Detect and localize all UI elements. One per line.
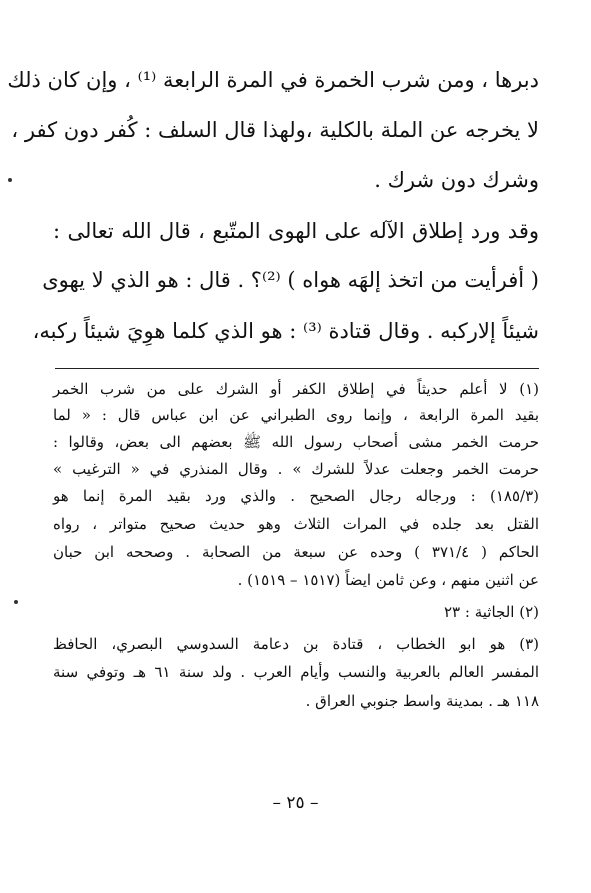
body-line: ( أفرأيت من اتخذ إلهَه هواه ) ⁽²⁾؟ . قال : هو الذي لا يهوى — [42, 268, 539, 292]
footnote-line: (١) لا أعلم حديثاً في إطلاق الكفر أو الشرك على من شرب الخمر — [53, 380, 539, 398]
body-line: وقد ورد إطلاق الآله على الهوى المتّبع ، قال الله تعالى : — [53, 219, 539, 243]
footnote-line: حرمت الخمر وجعلت عدلاً للشرك » . وقال المنذري في « الترغيب » — [53, 460, 539, 478]
margin-mark — [14, 600, 18, 604]
body-line: لا يخرجه عن الملة بالكلية ،ولهذا قال السلف : كُفر دون كفر ، — [11, 118, 539, 142]
footnote-line: ١١٨ هـ . بمدينة واسط جنوبي العراق . — [305, 692, 539, 710]
body-line: دبرها ، ومن شرب الخمرة في المرة الرابعة ⁽¹⁾ ، وإن كان ذلك — [7, 68, 539, 92]
margin-mark — [8, 178, 12, 182]
footnote-line: القتل بعد جلده في المرات الثلاث وهو حديث صحيح متواتر ، رواه — [53, 515, 539, 533]
body-line: وشرك دون شرك . — [374, 168, 539, 192]
body-line: شيئاً إلاركبه . وقال قتادة ⁽³⁾ : هو الذي كلما هوِيَ شيئاً ركبه، — [32, 319, 539, 343]
footnote-line: (١٨٥/٣) : ورجاله رجال الصحيح . والذي ورد بقيد المرة إنما هو — [53, 487, 539, 505]
footnote-line: المفسر العالم بالعربية والنسب وأيام العرب . ولد سنة ٦١ هـ وتوفي سنة — [53, 663, 539, 681]
footnote-line: عن اثنين منهم ، وعن ثامن ايضاً (١٥١٧ – ١٥١٩) . — [237, 571, 539, 589]
footnote-line: حرمت الخمر مشى أصحاب رسول الله ﷺ بعضهم الى بعض، وقالوا : — [53, 433, 539, 451]
footnote-line: بقيد المرة الرابعة ، وإنما روى الطبراني عن ابن عباس قال : « لما — [53, 406, 539, 424]
footnote-separator — [55, 368, 539, 369]
footnote-2: (٢) الجاثية : ٢٣ — [444, 603, 539, 621]
footnote-line: (٣) هو ابو الخطاب ، قتادة بن دعامة السدوسي البصري، الحافظ — [53, 635, 539, 653]
footnote-line: الحاكم ( ٣٧١/٤ ) وحده عن سبعة من الصحابة . وصححه ابن حبان — [53, 543, 539, 561]
page-number: – ٢٥ – — [272, 793, 319, 813]
